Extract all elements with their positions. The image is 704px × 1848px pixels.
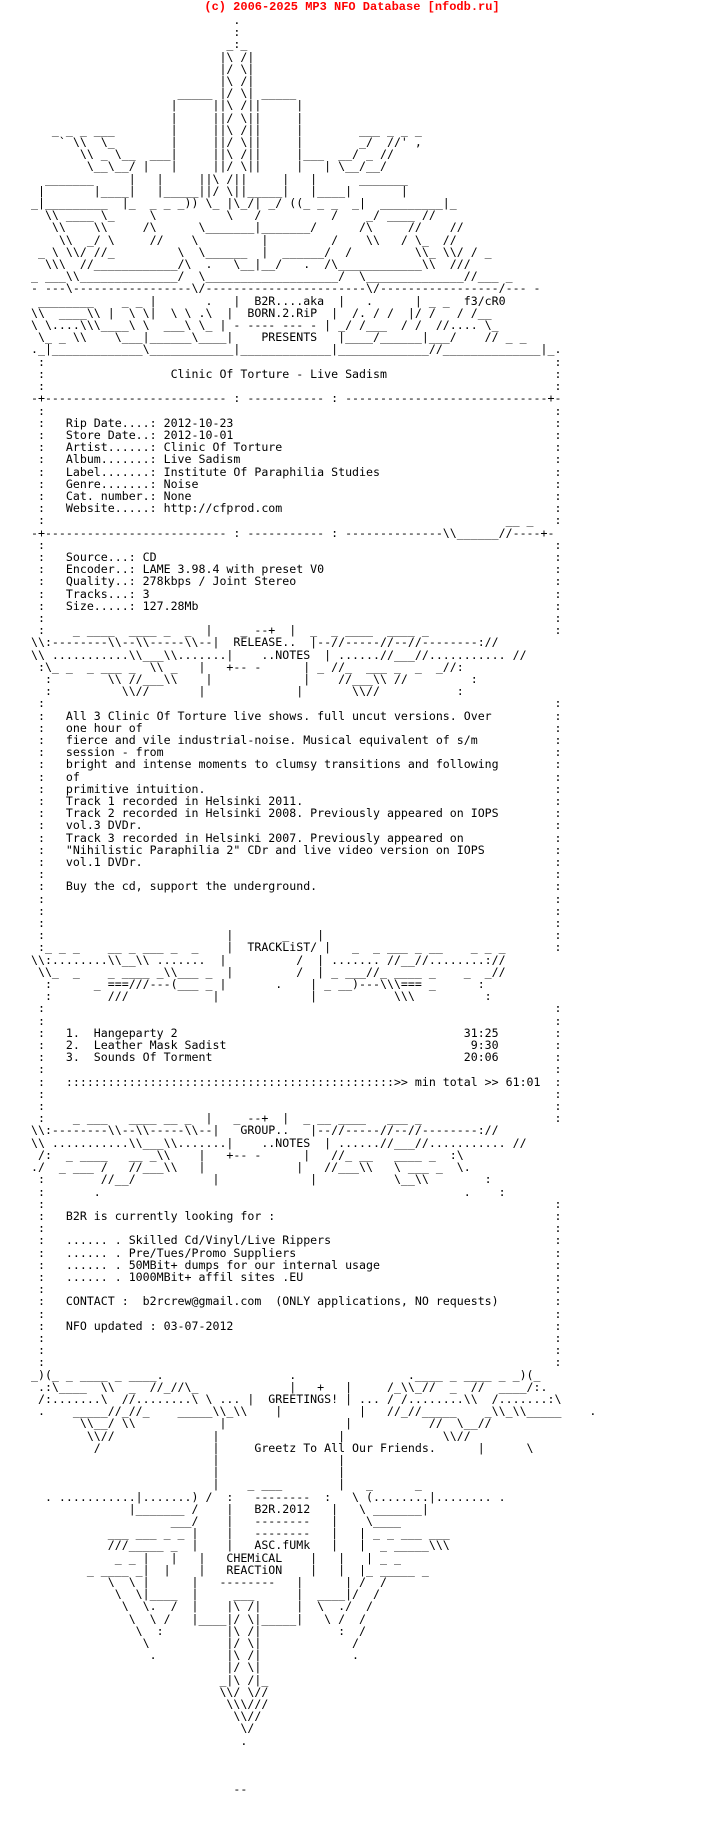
- nfo-ascii-document: . : _:_ |\ /| |/ \| |\ /| _____ |/ \| _____ | ||\ /|| | | ||/ \|| | _ _ _ ___ | ||\ /|| | ___ _ _ _ ` \\ \_ | ||/ \|| | _/ //' , \\ _ \__ ___| ||\ /|| |___ __/ _ // \__\__/ | | ||/ \|| | | \__/__/ _______ | | ||\ /|| | | _______ | |____| |_____||/ \||_____| |____| | _|_________ |_ _ _ _)) \_ |\_/| _/ ((_ _ _ _| _________|_ \\ ____ \_ \ \ / / _/ ____ // \\ \\ /\ \_______|_______/ /\ // // \\ _/ \ // \ | / \\ / \_ // _ \ \\/ //_ \ \______ | ______/ / \\_ \\/ / _ \\\ //____________/\ . \__|__/ . /\____________\\ /// _ ___\\______________/ \___________________/ \______________//___ _ - ---\-----------------\/-----------------------\/-----------------/--- - ________ _ _ | . | B2R....aka | . | _ _ f3/cR0 \\ ____\\ | \ \| \ \ .\ | BORN.2.RiP | /. / / |/ / / /__ \ \....\\\____\ \ ___\ \_ | - ---- --- - | _/ /___ / / //.... \_ \_ _ \\ \___|______\____| PRESENTS |____/______|___/ // _ _ ._|_____________\____________|_____________|_____________//______________|_. : : : Clinic Of Torture - Live Sadism : : : -+-------------------------- : ----------- : -----------------------------+- : : : Rip Date....: 2012-10-23 : : Store Date..: 2012-10-01 : : Artist......: Clinic Of Torture : : Album.......: Live Sadism : : Label.......: Institute Of Paraphilia Studies : : Genre.......: Noise : : Cat. number.: None : : Website.....: http://cfprod.com : : __ _ : -+-------------------------- : ----------- : --------------\\______//----+- : : : Source...: CD : : Encoder..: LAME 3.98.4 with preset V0 : : Quality..: 278kbps / Joint Stereo : : Tracks...: 3 : : Size.....: 127.28Mb : : : : _ ____ ____ _ _ | _ --+ | _ _ ____ ____ _ : \\:--------\\--\\-----\\--| RELEASE.. |--//-----//--//--------:// \\ ...........\\___\\.......| ..NOTES | ......//___//........... // :\_ _ _ ___ _ \\ _ | +-- - | _ //_ ___ _ _ _//: : \\ //___\\ | | //___\\ // : : \\// | | \\// : : : : All 3 Clinic Of Torture live shows. full uncut versions. Over : : one hour of : : fierce and vile industrial-noise. Musical equivalent of s/m : : session - from : : bright and intense moments to clumsy transitions and following : : of : : primitive intuition. : : Track 1 recorded in Helsinki 2011. : : Track 2 recorded in Helsinki 2008. Previously appeared on IOPS : : vol.3 DVDr. : : Track 3 recorded in Helsinki 2007. Previously appeared on : : "Nihilistic Paraphilia 2" CDr and live video version on IOPS : : vol.1 DVDr. : : : : Buy the cd, support the underground. : : : : : : : : | _ | : :_ _ _ __ _ ___ _ _ | TRACKLiST/ | _ _ ___ _ __ _ _ _ : \\:........\\__\\ ....... | / | ....... //__//........:// \\_ _ _ ____ _\\___ _ | / | _ ___//_ ____ _ _ _// : _ ===///---(___ _ | . | _ __)---\\\=== _ : : /// | | \\\ : : : : : : 1. Hangeparty 2 31:25 : : 2. Leather Mask Sadist 9:30 : : 3. Sounds Of Torment 20:06 : : : : :::::::::::::::::::::::::::::::::::::::::::::::>> min total >> 61:01 : : : : : : _ ___ ____ __ _ | _ --+ | _ __ ____ ___ _ : \\:--------\\--\\-----\\--| GROUP.. |--//-----//--//--------:// \\ ...........\\___\\.......| ..NOTES | ......//___//........... // /: _ ____ __ _\\ | +-- - | //_ __ ____ _ :\ ./ _ ___ / //___\\ | | //___\\ \ ___ _ \. : //__/ | | \__\\ : : . . : : : : B2R is currently looking for : : : : : ...... . Skilled Cd/Vinyl/Live Rippers : : ...... . Pre/Tues/Promo Suppliers : : ...... . 50MBit+ dumps for our internal usage : : ...... . 1000MBit+ affil sites .EU : : : : CONTACT : b2rcrew@gmail.com (ONLY applications, NO requests) : : : : NFO updated : 03-07-2012 : : : : : : : _)(_ _ ____ _ ____. . .____ _ ____ _ _)(_ .:\____ \\ _ //_//\_ | + | /_\\_// _ // ____/:. /:.......\ //........\ \ ... | GREETINGS! | ... / /........\\ /.......:\ . _____//_//_ _____\\_\\ | | //_//_____ _\\_\\_____ . \\__/ \\ | | // \__// \\// | | \\// / | Greetz To All Our Friends. | \ | | | | | _ ___ | _ _ . ...........|.......) / : -------- : \ (........|........ . |_______ / | B2R.2012 | \ _______| ___/ | -------- | \____ ___ ___ _ _ | | -------- | | _ _ ___ ___ ///_____ _ | | ASC.fUMk | | _ _____\\\ _ _ | | | CHEMiCAL | | | _ _ _ ____ _| | | REACTiON | | |_ _____ _ \ \ | | -------- | | / / \ \|____ | ___ | ____|/ / \ \. / | |\ /| | \ ./ / \ \ / |____|/ \|_____| \ / / \ : |\ /| : / \ |/ \| / . |\ /| . |/ \| _|\ /|_ \\/ \// \\\/// \\// \/ . --: [30, 13, 597, 1797]
- site-header: (c) 2006-2025 MP3 NFO Database [nfodb.ru]: [204, 0, 500, 14]
